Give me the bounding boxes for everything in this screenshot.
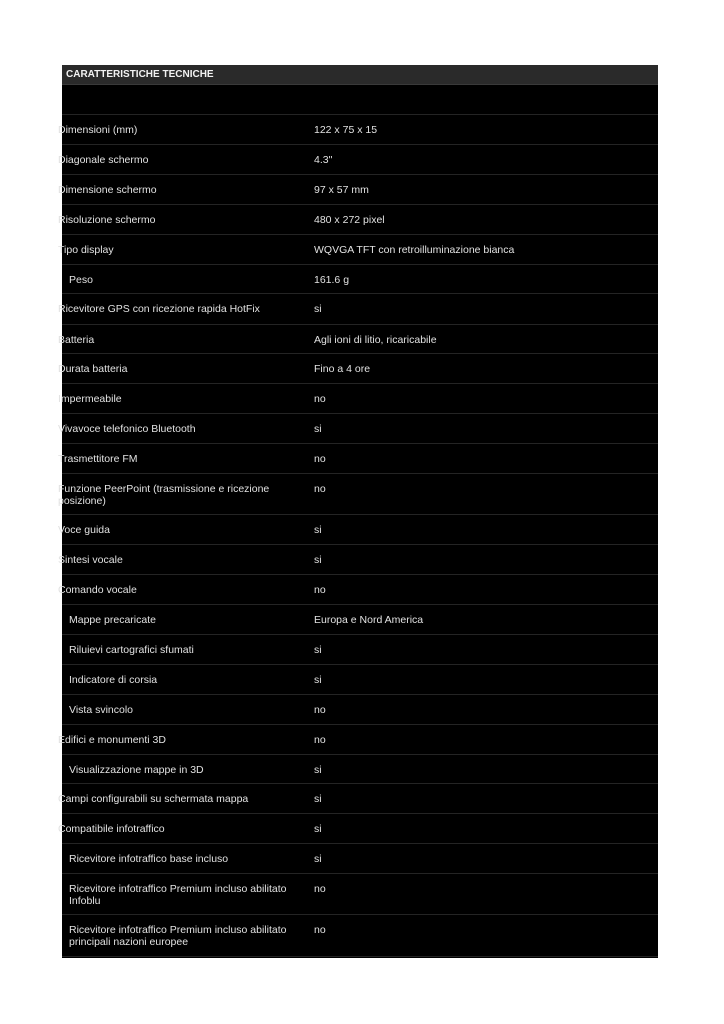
- spec-value: 161.6 g: [314, 274, 350, 286]
- spec-label: Tipo display: [58, 244, 114, 256]
- table-row: [62, 755, 658, 784]
- spec-label: Trasmettitore FM: [58, 453, 138, 465]
- spec-label: Mappe precaricate: [69, 614, 156, 626]
- table-header: CARATTERISTICHE TECNICHE: [62, 65, 658, 85]
- spec-label: Compatibile infotraffico: [58, 823, 165, 835]
- spec-label: Ricevitore infotraffico base incluso: [69, 853, 229, 865]
- spec-value: si: [314, 423, 322, 435]
- spec-label: Vista svincolo: [69, 704, 134, 716]
- spec-label: Impermeabile: [58, 393, 122, 405]
- table-row: [58, 575, 658, 605]
- spec-label: Vivavoce telefonico Bluetooth: [58, 423, 196, 435]
- spec-label: Diagonale schermo: [58, 154, 149, 166]
- spec-label: Edifici e monumenti 3D: [58, 734, 166, 746]
- spec-value: no: [314, 483, 326, 495]
- table-row: [62, 605, 658, 635]
- spec-label: Indicatore di corsia: [69, 674, 158, 686]
- spec-value: 97 x 57 mm: [314, 184, 369, 196]
- spec-label: Ricevitore infotraffico Premium incluso abilitato principali nazioni europee: [69, 924, 287, 948]
- spec-value: si: [314, 853, 322, 865]
- spec-value: no: [314, 704, 326, 716]
- spec-label: Dimensione schermo: [58, 184, 157, 196]
- table-row: [62, 915, 658, 957]
- spec-value: si: [314, 524, 322, 536]
- spec-rows: [58, 115, 658, 957]
- spec-value: 4.3": [314, 154, 333, 166]
- spec-value: 480 x 272 pixel: [314, 214, 385, 226]
- table-row: [58, 325, 658, 354]
- spec-value: si: [314, 764, 322, 776]
- spec-value: no: [314, 453, 326, 465]
- table-row: [58, 814, 658, 844]
- spec-label: Sintesi vocale: [58, 554, 123, 566]
- spec-value: Fino a 4 ore: [314, 363, 371, 375]
- spec-label: Batteria: [58, 334, 95, 346]
- spec-value: si: [314, 793, 322, 805]
- spec-value: no: [314, 883, 326, 895]
- spec-value: no: [314, 734, 326, 746]
- table-row: [58, 115, 658, 145]
- spec-sheet: [58, 65, 658, 958]
- spec-label: Ricevitore GPS con ricezione rapida HotFix: [58, 303, 260, 315]
- spec-value: si: [314, 644, 322, 656]
- spec-label: Ricevitore infotraffico Premium incluso abilitato Infoblu: [69, 883, 287, 907]
- spec-value: si: [314, 303, 322, 315]
- table-row: [58, 725, 658, 755]
- table-row: [58, 145, 658, 175]
- spec-value: Europa e Nord America: [314, 614, 424, 626]
- table-row: [58, 235, 658, 265]
- table-row: [62, 665, 658, 695]
- spec-value: si: [314, 554, 322, 566]
- table-row: [62, 265, 658, 294]
- spec-label: Funzione PeerPoint (trasmissione e ricezione posizione): [58, 483, 270, 507]
- spec-value: si: [314, 823, 322, 835]
- table-row: [58, 474, 658, 515]
- table-row: [58, 354, 658, 384]
- spec-value: 122 x 75 x 15: [314, 124, 378, 136]
- table-row: [58, 545, 658, 575]
- spec-label: Dimensioni (mm): [58, 124, 138, 136]
- table-row: [58, 515, 658, 545]
- spec-value: WQVGA TFT con retroilluminazione bianca: [314, 244, 515, 256]
- table-row: [58, 784, 658, 814]
- spec-label: Peso: [69, 274, 93, 286]
- table-row: [58, 414, 658, 444]
- table-row: [58, 444, 658, 474]
- table-row: [62, 635, 658, 665]
- table-row: [62, 695, 658, 725]
- spec-label: Visualizzazione mappe in 3D: [69, 764, 204, 776]
- spec-label: Comando vocale: [58, 584, 137, 596]
- table-row: [58, 175, 658, 205]
- spec-label: Campi configurabili su schermata mappa: [58, 793, 249, 805]
- spec-label: Voce guida: [58, 524, 110, 536]
- spec-value: no: [314, 393, 326, 405]
- spec-value: Agli ioni di litio, ricaricabile: [314, 334, 437, 346]
- spec-label: Riluievi cartografici sfumati: [69, 644, 194, 656]
- spec-value: no: [314, 584, 326, 596]
- spec-value: si: [314, 674, 322, 686]
- table-row: [62, 874, 658, 915]
- spec-label: Durata batteria: [58, 363, 128, 375]
- spec-label: Risoluzione schermo: [58, 214, 156, 226]
- header-spacer-row: [62, 85, 658, 115]
- spec-value: no: [314, 924, 326, 936]
- table-row: [58, 205, 658, 235]
- table-row: [58, 294, 658, 325]
- table-row: [58, 384, 658, 414]
- table-row: [62, 844, 658, 874]
